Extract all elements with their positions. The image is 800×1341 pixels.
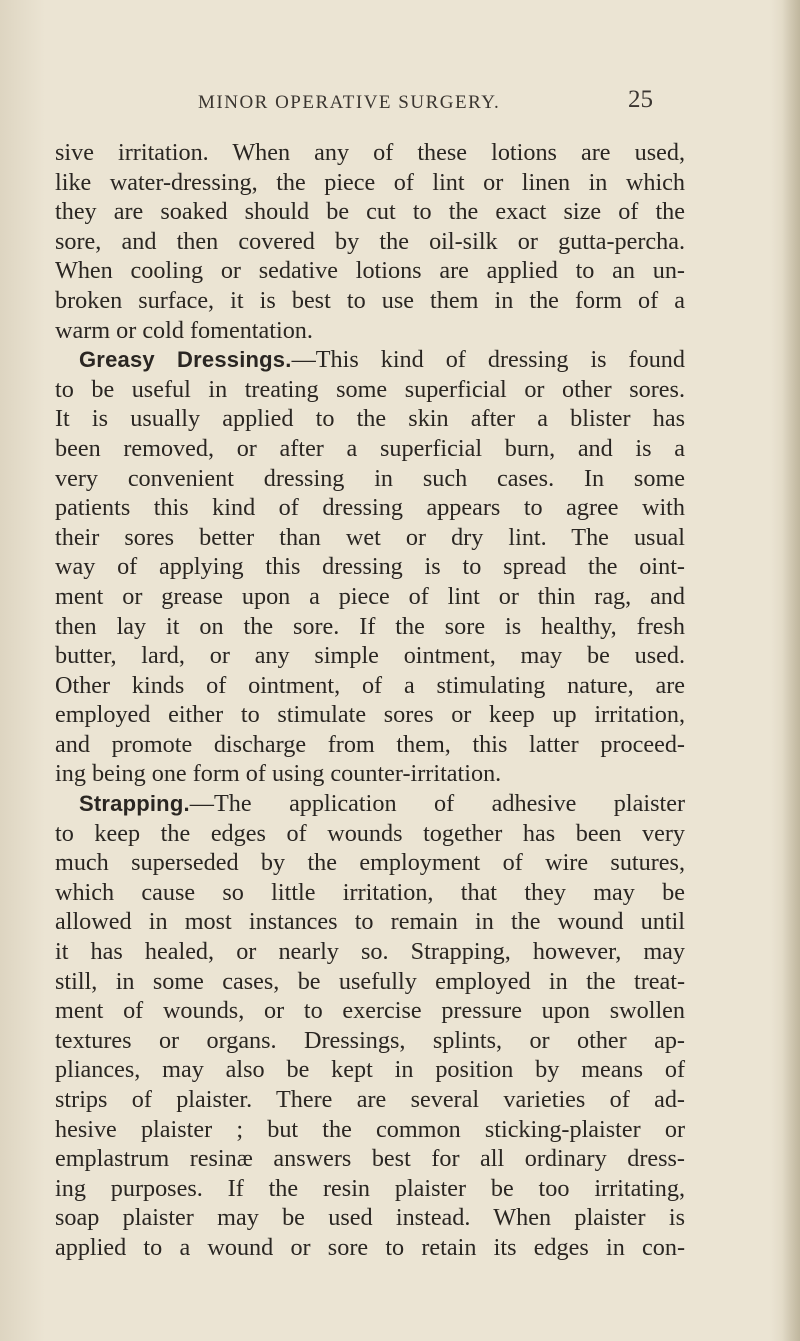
section-heading-strapping: Strapping. [79, 791, 190, 817]
section-heading-greasy-dressings: Greasy Dressings. [79, 347, 292, 373]
text-line: hesive plaister ; but the common sticking-plaister or [55, 1115, 685, 1143]
text-line: ing being one form of using counter-irritation. [55, 760, 502, 788]
text-line: emplastrum resinæ answers best for all ordinary dress- [55, 1145, 685, 1173]
text-line: warm or cold fomentation. [55, 316, 313, 344]
text-line: to keep the edges of wounds together has been very [55, 819, 685, 847]
text-line: ing purposes. If the resin plaister be too irritating, [55, 1174, 685, 1202]
text-line: way of applying this dressing is to spread the oint- [55, 553, 685, 581]
text-line: employed either to stimulate sores or keep up irritation, [55, 701, 685, 729]
text-line: applied to a wound or sore to retain its edges in con- [55, 1233, 685, 1261]
text-line: When cooling or sedative lotions are applied to an un- [55, 257, 685, 285]
text-line: which cause so little irritation, that they may be [55, 878, 685, 906]
text-line: very convenient dressing in such cases. In some [55, 464, 685, 492]
text-line: Other kinds of ointment, of a stimulating nature, are [55, 671, 685, 699]
text-line: broken surface, it is best to use them in the form of a [55, 286, 685, 314]
text-line: ment or grease upon a piece of lint or thin rag, and [55, 582, 685, 610]
text-line: It is usually applied to the skin after a blister has [55, 405, 685, 433]
text-line: pliances, may also be kept in position by means of [55, 1056, 685, 1084]
text-line: still, in some cases, be usefully employed in the treat- [55, 967, 685, 995]
body-text [55, 138, 685, 1263]
text-line: soap plaister may be used instead. When plaister is [55, 1204, 685, 1232]
section-first-line-text: —This kind of dressing is found [291, 346, 685, 374]
text-line: butter, lard, or any simple ointment, may be used. [55, 642, 685, 670]
page-number: 25 [628, 86, 653, 113]
section-first-line [55, 789, 685, 819]
text-line: their sores better than wet or dry lint. The usual [55, 523, 685, 551]
text-line: they are soaked should be cut to the exact size of the [55, 198, 685, 226]
text-line: textures or organs. Dressings, splints, or other ap- [55, 1026, 685, 1054]
running-head: MINOR OPERATIVE SURGERY. [198, 92, 501, 113]
text-line: ment of wounds, or to exercise pressure upon swollen [55, 997, 685, 1025]
text-line: like water-dressing, the piece of lint or linen in which [55, 168, 685, 196]
text-line: strips of plaister. There are several varieties of ad- [55, 1086, 685, 1113]
section-first-line [55, 345, 685, 375]
text-line: patients this kind of dressing appears to agree with [55, 494, 685, 522]
text-line: much superseded by the employment of wire sutures, [55, 849, 685, 877]
text-line: then lay it on the sore. If the sore is healthy, fresh [55, 612, 685, 640]
text-line: allowed in most instances to remain in the wound until [55, 908, 685, 936]
text-line: and promote discharge from them, this latter proceed- [55, 730, 685, 758]
text-line: been removed, or after a superficial burn, and is a [55, 434, 685, 462]
text-line: sore, and then covered by the oil-silk or gutta-percha. [55, 227, 685, 255]
text-line: to be useful in treating some superficial or other sores. [55, 375, 685, 403]
text-line: it has healed, or nearly so. Strapping, however, may [55, 938, 685, 966]
text-line: sive irritation. When any of these lotions are used, [55, 139, 685, 166]
section-first-line-text: —The application of adhesive plaister [189, 790, 685, 818]
page-edge-shadow [782, 0, 800, 1341]
